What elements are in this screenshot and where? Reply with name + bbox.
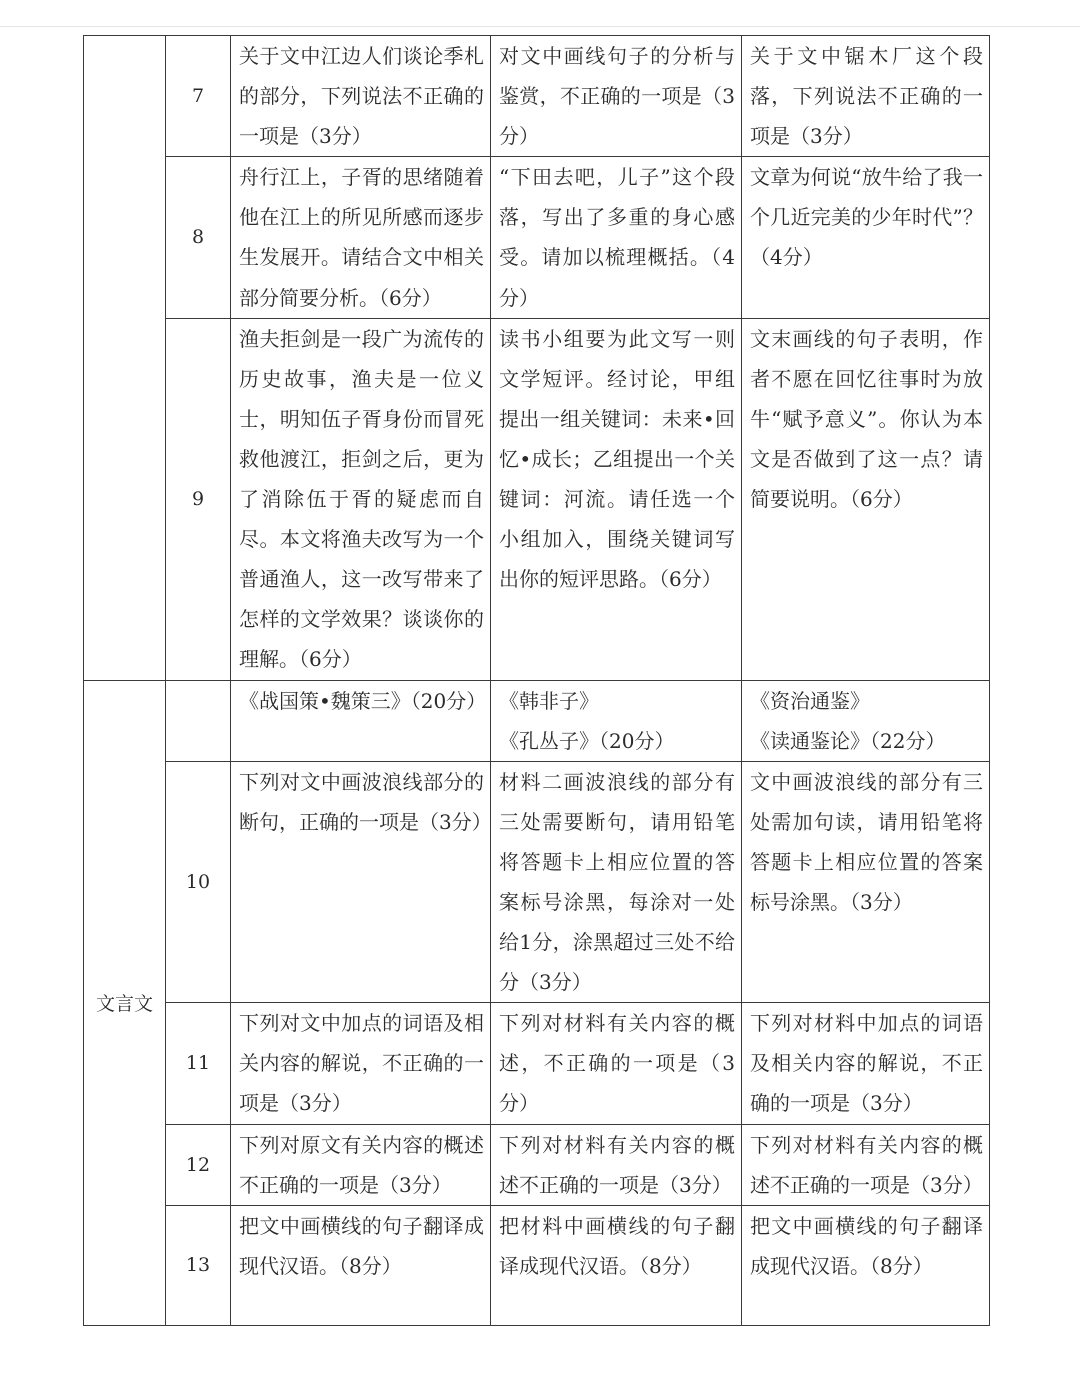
- question-cell: 材料二画波浪线的部分有三处需要断句，请用铅笔将答题卡上相应位置的答案标号涂黑，每涂对一处给1分，涂黑超过三处不给分（3分）: [491, 761, 742, 1003]
- table-row: [84, 761, 990, 1003]
- question-number-empty: [166, 680, 231, 761]
- table-row: [84, 318, 990, 680]
- question-cell: 下列对文中画波浪线部分的断句，正确的一项是（3分）: [231, 761, 491, 1003]
- source-title: 《读通鉴论》（22分）: [750, 728, 946, 753]
- question-cell: 文末画线的句子表明，作者不愿在回忆往事时为放牛“赋予意义”。你认为本文是否做到了这一点？请简要说明。（6分）: [742, 318, 990, 680]
- question-number: 13: [166, 1205, 231, 1325]
- question-cell: 把文中画横线的句子翻译成现代汉语。（8分）: [231, 1205, 491, 1325]
- question-cell: 下列对材料有关内容的概述不正确的一项是（3分）: [742, 1124, 990, 1205]
- exam-question-table: [83, 35, 990, 1326]
- question-number: 12: [166, 1124, 231, 1205]
- question-cell: 文中画波浪线的部分有三处需加句读，请用铅笔将答题卡上相应位置的答案标号涂黑。（3分）: [742, 761, 990, 1003]
- question-cell: 把文中画横线的句子翻译成现代汉语。（8分）: [742, 1205, 990, 1325]
- table-row: [84, 36, 990, 157]
- table-row: [84, 157, 990, 318]
- table-row: [84, 1003, 990, 1124]
- question-cell: 对文中画线句子的分析与鉴赏，不正确的一项是（3分）: [491, 36, 742, 157]
- question-cell: “下田去吧，儿子”这个段落，写出了多重的身心感受。请加以梳理概括。（4分）: [491, 157, 742, 318]
- source-cell: 《战国策•魏策三》（20分）: [231, 680, 491, 761]
- question-cell: 关于文中锯木厂这个段落，下列说法不正确的一项是（3分）: [742, 36, 990, 157]
- source-cell: [491, 680, 742, 761]
- question-number: 10: [166, 761, 231, 1003]
- question-cell: 下列对原文有关内容的概述不正确的一项是（3分）: [231, 1124, 491, 1205]
- question-cell: 读书小组要为此文写一则文学短评。经讨论，甲组提出一组关键词：未来•回忆•成长；乙组提出一个关键词：河流。请任选一个小组加入，围绕关键词写出你的短评思路。（6分）: [491, 318, 742, 680]
- question-cell: 下列对材料有关内容的概述，不正确的一项是（3分）: [491, 1003, 742, 1124]
- table-row: [84, 1205, 990, 1325]
- top-divider: [0, 26, 1080, 27]
- table-row-sources: [84, 680, 990, 761]
- question-number: 7: [166, 36, 231, 157]
- question-cell: 下列对材料有关内容的概述不正确的一项是（3分）: [491, 1124, 742, 1205]
- source-title: 《资治通鉴》: [750, 688, 870, 713]
- question-cell: 渔夫拒剑是一段广为流传的历史故事，渔夫是一位义士，明知伍子胥身份而冒死救他渡江，拒剑之后，更为了消除伍于胥的疑虑而自尽。本文将渔夫改写为一个普通渔人，这一改写带来了怎样的文学效果？谈谈你的理解。（6分）: [231, 318, 491, 680]
- section-label-wenyanwen: 文言文: [84, 680, 166, 1325]
- question-cell: 关于文中江边人们谈论季札的部分，下列说法不正确的一项是（3分）: [231, 36, 491, 157]
- question-number: 9: [166, 318, 231, 680]
- question-cell: 下列对材料中加点的词语及相关内容的解说，不正确的一项是（3分）: [742, 1003, 990, 1124]
- question-number: 8: [166, 157, 231, 318]
- question-cell: 下列对文中加点的词语及相关内容的解说，不正确的一项是（3分）: [231, 1003, 491, 1124]
- source-title: 《韩非子》: [499, 688, 599, 713]
- table-row: [84, 1124, 990, 1205]
- question-cell: 把材料中画横线的句子翻译成现代汉语。（8分）: [491, 1205, 742, 1325]
- source-cell: [742, 680, 990, 761]
- question-cell: 文章为何说“放牛给了我一个几近完美的少年时代”？（4分）: [742, 157, 990, 318]
- section-cell-blank: [84, 36, 166, 681]
- question-cell: 舟行江上，子胥的思绪随着他在江上的所见所感而逐步生发展开。请结合文中相关部分简要分析。（6分）: [231, 157, 491, 318]
- source-title: 《孔丛子》（20分）: [499, 728, 675, 753]
- question-number: 11: [166, 1003, 231, 1124]
